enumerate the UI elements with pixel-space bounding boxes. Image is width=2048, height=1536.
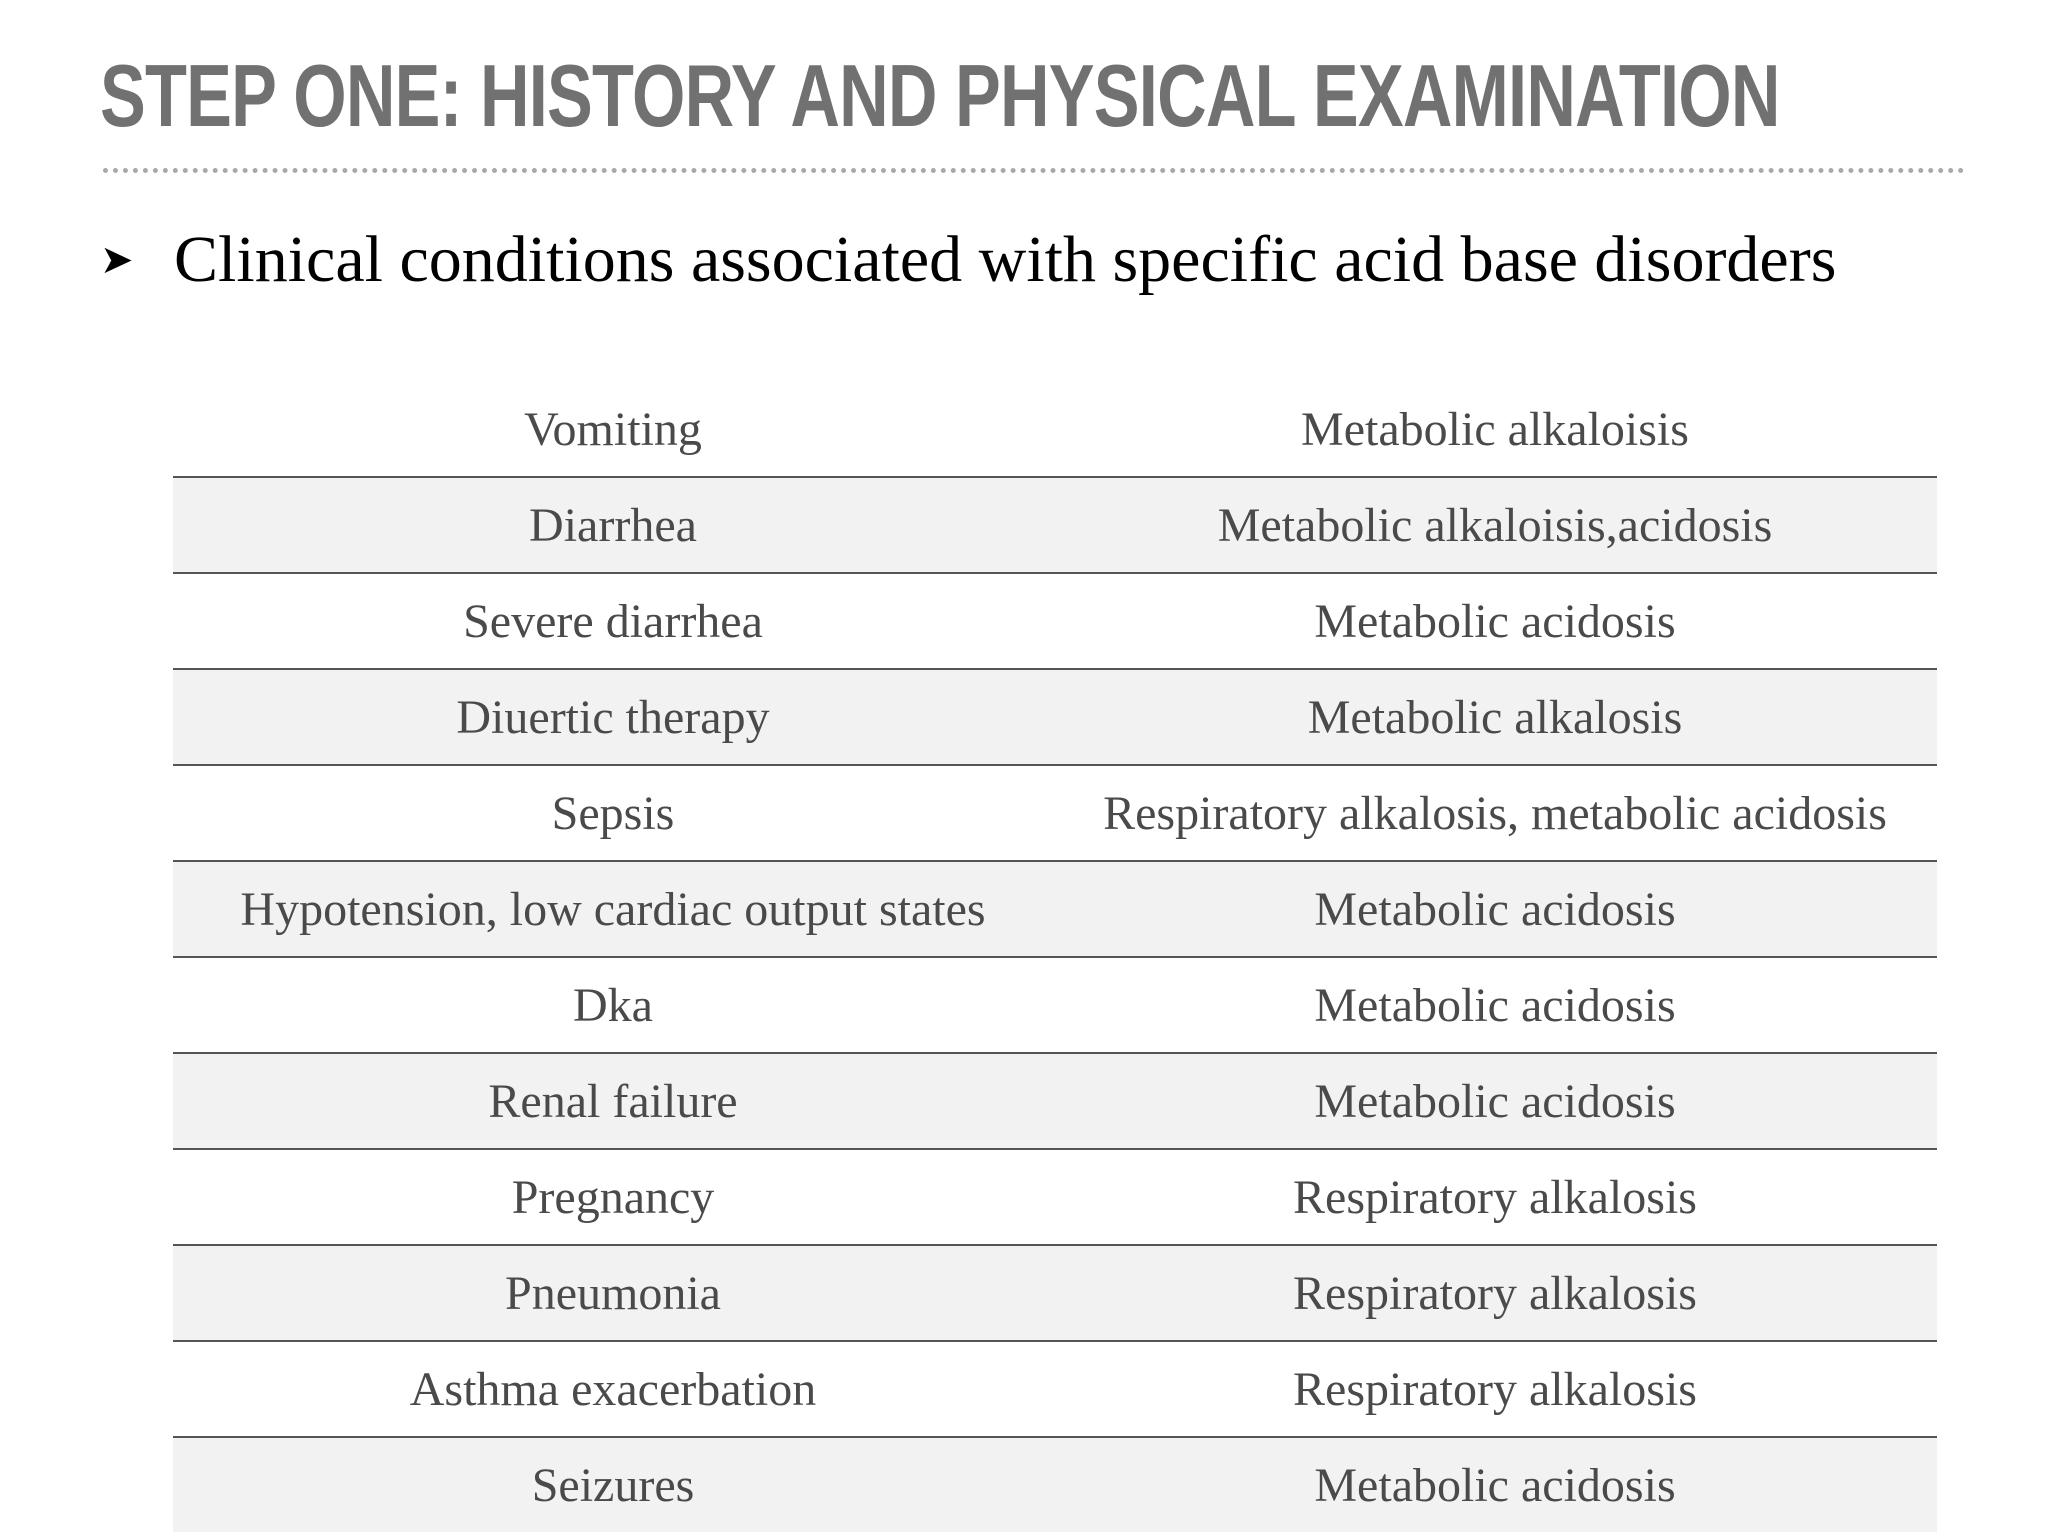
condition-cell: Renal failure: [173, 1053, 1053, 1149]
disorder-cell: Respiratory alkalosis, metabolic acidosis: [1053, 765, 1937, 861]
disorder-cell: Metabolic acidosis: [1053, 1437, 1937, 1532]
bullet-item: [100, 220, 1836, 300]
table-row: [173, 1245, 1937, 1341]
table-row: [173, 765, 1937, 861]
condition-cell: Pregnancy: [173, 1149, 1053, 1245]
disorder-cell: Metabolic acidosis: [1053, 861, 1937, 957]
bullet-text: Clinical conditions associated with specific acid base disorders: [174, 223, 1837, 296]
condition-cell: Diarrhea: [173, 477, 1053, 573]
conditions-table: [173, 382, 1937, 1532]
condition-cell: Seizures: [173, 1437, 1053, 1532]
table-row: [173, 573, 1937, 669]
condition-cell: Vomiting: [173, 382, 1053, 477]
table-row: [173, 382, 1937, 477]
disorder-cell: Metabolic alkalosis: [1053, 669, 1937, 765]
disorder-cell: Metabolic acidosis: [1053, 1053, 1937, 1149]
condition-cell: Asthma exacerbation: [173, 1341, 1053, 1437]
table-row: [173, 477, 1937, 573]
arrowhead-bullet-icon: ➤: [100, 237, 134, 283]
table-row: [173, 1053, 1937, 1149]
disorder-cell: Metabolic acidosis: [1053, 573, 1937, 669]
disorder-cell: Metabolic acidosis: [1053, 957, 1937, 1053]
condition-cell: Sepsis: [173, 765, 1053, 861]
condition-cell: Pneumonia: [173, 1245, 1053, 1341]
table-row: [173, 1437, 1937, 1532]
disorder-cell: Metabolic alkaloisis,acidosis: [1053, 477, 1937, 573]
condition-cell: Hypotension, low cardiac output states: [173, 861, 1053, 957]
slide-title: STEP ONE: HISTORY AND PHYSICAL EXAMINATION: [100, 46, 1780, 145]
table-row: [173, 861, 1937, 957]
disorder-cell: Respiratory alkalosis: [1053, 1149, 1937, 1245]
title-divider: [103, 168, 1965, 173]
disorder-cell: Metabolic alkaloisis: [1053, 382, 1937, 477]
disorder-cell: Respiratory alkalosis: [1053, 1245, 1937, 1341]
table-row: [173, 1149, 1937, 1245]
table-row: [173, 957, 1937, 1053]
table-row: [173, 1341, 1937, 1437]
condition-cell: Dka: [173, 957, 1053, 1053]
condition-cell: Diuertic therapy: [173, 669, 1053, 765]
condition-cell: Severe diarrhea: [173, 573, 1053, 669]
disorder-cell: Respiratory alkalosis: [1053, 1341, 1937, 1437]
table-row: [173, 669, 1937, 765]
